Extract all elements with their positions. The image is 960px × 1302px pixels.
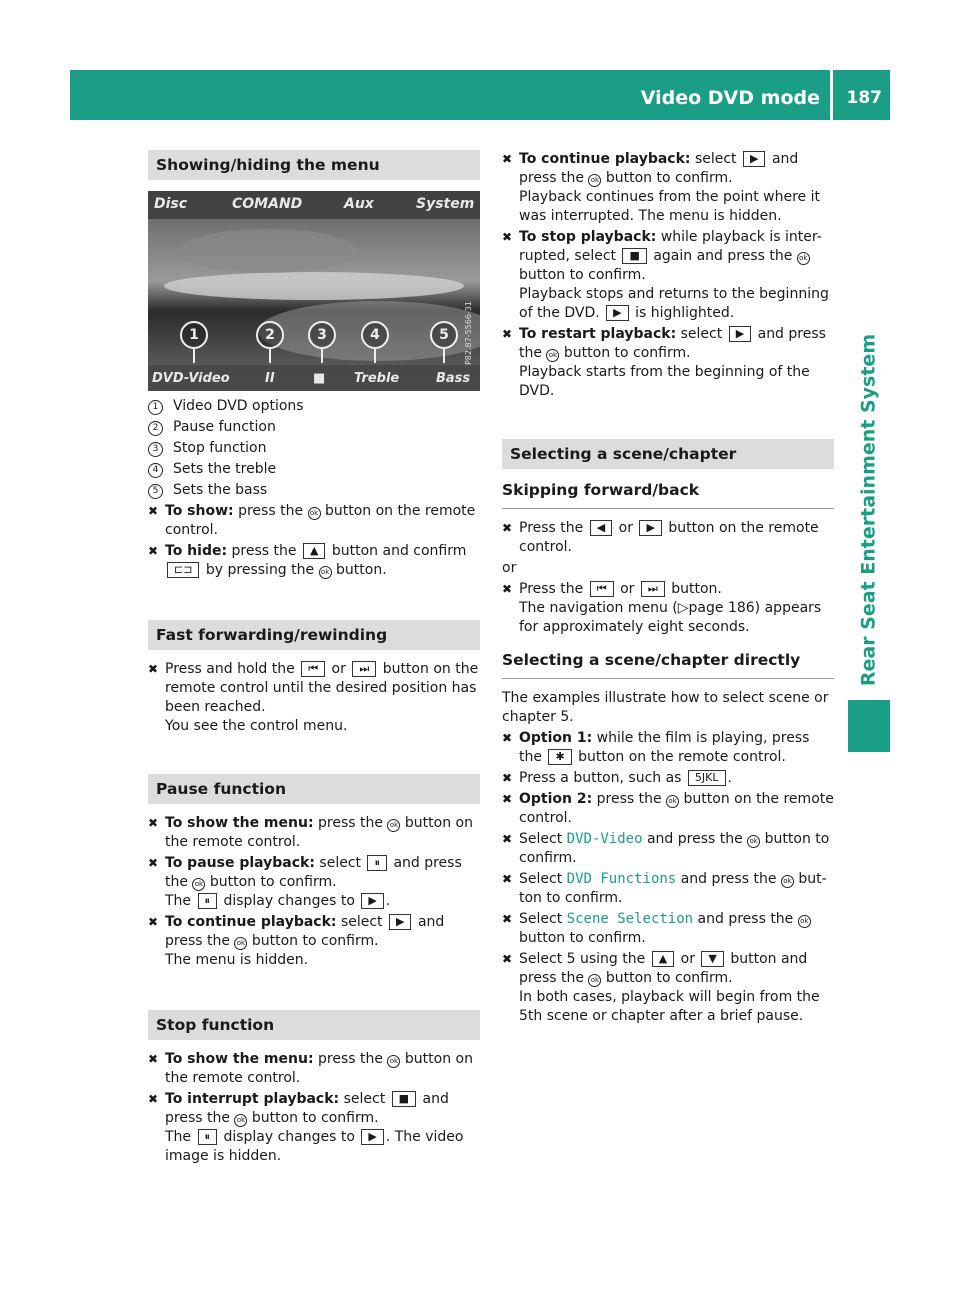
legend-item-2: 2 Pause function — [148, 418, 480, 437]
ok-icon: ok — [588, 974, 601, 987]
callout-line-3 — [321, 349, 323, 363]
pause-icon: ⏸ — [198, 1129, 218, 1145]
section-title: Video DVD mode — [640, 87, 820, 109]
or-text: or — [502, 560, 517, 576]
callout-line-4 — [374, 349, 376, 363]
step-to-hide: ✖ To hide: press the ▲ button and confirm ⊏⊐ by pressing the ok button. — [148, 542, 480, 580]
skip-back-icon: ⏮ — [301, 661, 325, 677]
ok-icon: ok — [387, 1055, 400, 1068]
ok-icon: ok — [387, 819, 400, 832]
menu-icon: ⊏⊐ — [167, 562, 199, 578]
screen-tab-system: System — [416, 196, 475, 212]
heading-pause-function: Pause function — [148, 774, 480, 804]
step-skip-2: ✖ Press the ⏮ or ⏭ button. The navigation menu (▷page 186) appears for approximately eight seconds. — [502, 580, 834, 637]
stop-icon: ■ — [622, 248, 646, 264]
skip-back-icon: ⏮ — [590, 581, 614, 597]
heading-skipping: Skipping forward/back — [502, 481, 834, 509]
screen-item-bass: Bass — [436, 371, 471, 386]
callout-4: 4 — [361, 321, 389, 349]
step-option-1: ✖ Option 1: while the film is playing, press the ✱ button on the remote control. — [502, 729, 834, 767]
ok-icon: ok — [308, 507, 321, 520]
step-select-dvd-video: ✖ Select DVD-Video and press the ok button to confirm. — [502, 830, 834, 868]
pause-step-show-menu: ✖ To show the menu: press the ok button on the remote control. — [148, 814, 480, 852]
right-arrow-icon: ▶ — [639, 520, 661, 536]
step-press-hold: ✖ Press and hold the ⏮ or ⏭ button on the remote control until the desired position has been reached. You see the control menu. — [148, 660, 480, 736]
skip-forward-icon: ⏭ — [641, 581, 665, 597]
ok-icon: ok — [234, 937, 247, 950]
right-column — [502, 150, 834, 1028]
step-to-show: ✖ To show: press the ok button on the remote control. — [148, 502, 480, 540]
play-icon: ▶ — [743, 151, 765, 167]
step-option-2: ✖ Option 2: press the ok button on the remote control. — [502, 790, 834, 828]
callout-3: 3 — [308, 321, 336, 349]
play-icon: ▶ — [361, 893, 383, 909]
heading-selecting-scene: Selecting a scene/chapter — [502, 439, 834, 469]
pause-step-pause: ✖ To pause playback: select ⏸ and press the ok button to confirm. The ⏸ display changes to ▶ . — [148, 854, 480, 911]
stop-icon: ■ — [392, 1091, 416, 1107]
screen-item-treble: Treble — [354, 371, 400, 386]
dvd-screen-image — [148, 191, 480, 391]
screen-bottom-bar — [148, 365, 480, 391]
star-icon: ✱ — [548, 749, 571, 765]
legend-item-5: 5 Sets the bass — [148, 481, 480, 500]
step-press-button: ✖ Press a button, such as 5JKL . — [502, 769, 834, 788]
dvd-scene-picture — [148, 191, 480, 391]
image-code: P82.87-5566-31 — [464, 301, 473, 366]
callout-1: 1 — [180, 321, 208, 349]
legend-item-1: 1 Video DVD options — [148, 397, 480, 416]
heading-stop-function: Stop function — [148, 1010, 480, 1040]
stop-step-interrupt: ✖ To interrupt playback: select ■ and press the ok button to confirm. The ⏸ display changes to ▶ . The video image is hidden. — [148, 1090, 480, 1166]
step-select-scene-selection: ✖ Select Scene Selection and press the ok button to confirm. — [502, 910, 834, 948]
callout-line-5 — [443, 349, 445, 363]
header-bar — [70, 70, 890, 120]
up-arrow-icon: ▲ — [652, 951, 674, 967]
ok-icon: ok — [666, 795, 679, 808]
legend-item-4: 4 Sets the treble — [148, 460, 480, 479]
ok-icon: ok — [192, 878, 205, 891]
callout-2: 2 — [256, 321, 284, 349]
screen-item-pause: II — [265, 371, 275, 386]
play-icon: ▶ — [361, 1129, 383, 1145]
ok-icon: ok — [588, 174, 601, 187]
heading-showing-hiding-menu: Showing/hiding the menu — [148, 150, 480, 180]
step-select-dvd-functions: ✖ Select DVD Functions and press the ok but-ton to confirm. — [502, 870, 834, 908]
play-icon: ▶ — [606, 305, 628, 321]
up-arrow-icon: ▲ — [303, 543, 325, 559]
ok-icon: ok — [747, 835, 760, 848]
intro-text: The examples illustrate how to select scene or chapter 5. — [502, 690, 829, 725]
screen-item-stop: ■ — [313, 371, 326, 386]
heading-selecting-directly: Selecting a scene/chapter directly — [502, 651, 834, 679]
pause-icon: ⏸ — [198, 893, 218, 909]
ok-icon: ok — [797, 252, 810, 265]
side-tab-label: Rear Seat Entertainment System — [857, 333, 880, 687]
five-key-icon: 5JKL — [688, 770, 726, 786]
left-column — [148, 150, 480, 1168]
ok-icon: ok — [781, 875, 794, 888]
pause-step-continue: ✖ To continue playback: select ▶ and press the ok button to confirm. The menu is hidden. — [148, 913, 480, 970]
side-tab — [848, 325, 890, 695]
step-stop-playback: ✖ To stop playback: while playback is inter-rupted, select ■ again and press the ok button to confirm. Playback stops and returns to the beginning of the DVD. ▶ is highlighted. — [502, 228, 834, 323]
play-icon: ▶ — [729, 326, 751, 342]
page-ref-arrow-icon: ▷ — [677, 600, 689, 616]
page-number: 187 — [846, 88, 882, 108]
down-arrow-icon: ▼ — [701, 951, 723, 967]
callout-5: 5 — [430, 321, 458, 349]
callout-line-1 — [193, 349, 195, 363]
left-arrow-icon: ◀ — [590, 520, 612, 536]
step-skip-1: ✖ Press the ◀ or ▶ button on the remote control. — [502, 519, 834, 557]
skip-forward-icon: ⏭ — [352, 661, 376, 677]
step-restart-playback: ✖ To restart playback: select ▶ and press the ok button to confirm. Playback starts from the beginning of the DVD. — [502, 325, 834, 401]
ok-icon: ok — [546, 349, 559, 362]
pause-icon: ⏸ — [367, 855, 387, 871]
screen-tab-aux: Aux — [344, 196, 374, 212]
heading-fast-forwarding: Fast forwarding/rewinding — [148, 620, 480, 650]
screen-menu-bar — [148, 191, 480, 219]
step-continue-playback: ✖ To continue playback: select ▶ and press the ok button to confirm. Playback continues from the point where it was interrupted. The menu is hidden. — [502, 150, 834, 226]
ok-icon: ok — [798, 915, 811, 928]
header-divider — [830, 70, 833, 120]
ok-icon: ok — [234, 1114, 247, 1127]
ok-icon: ok — [319, 566, 332, 579]
step-select-5: ✖ Select 5 using the ▲ or ▼ button and press the ok button to confirm. In both cases, playback will begin from the 5th scene or chapter after a brief pause. — [502, 950, 834, 1026]
play-icon: ▶ — [389, 914, 411, 930]
screen-tab-comand: COMAND — [232, 196, 303, 212]
stop-step-show-menu: ✖ To show the menu: press the ok button on the remote control. — [148, 1050, 480, 1088]
screen-tab-disc: Disc — [154, 196, 188, 212]
legend-item-3: 3 Stop function — [148, 439, 480, 458]
screen-item-dvd-video: DVD-Video — [152, 371, 230, 386]
callout-line-2 — [269, 349, 271, 363]
side-block — [848, 700, 890, 752]
